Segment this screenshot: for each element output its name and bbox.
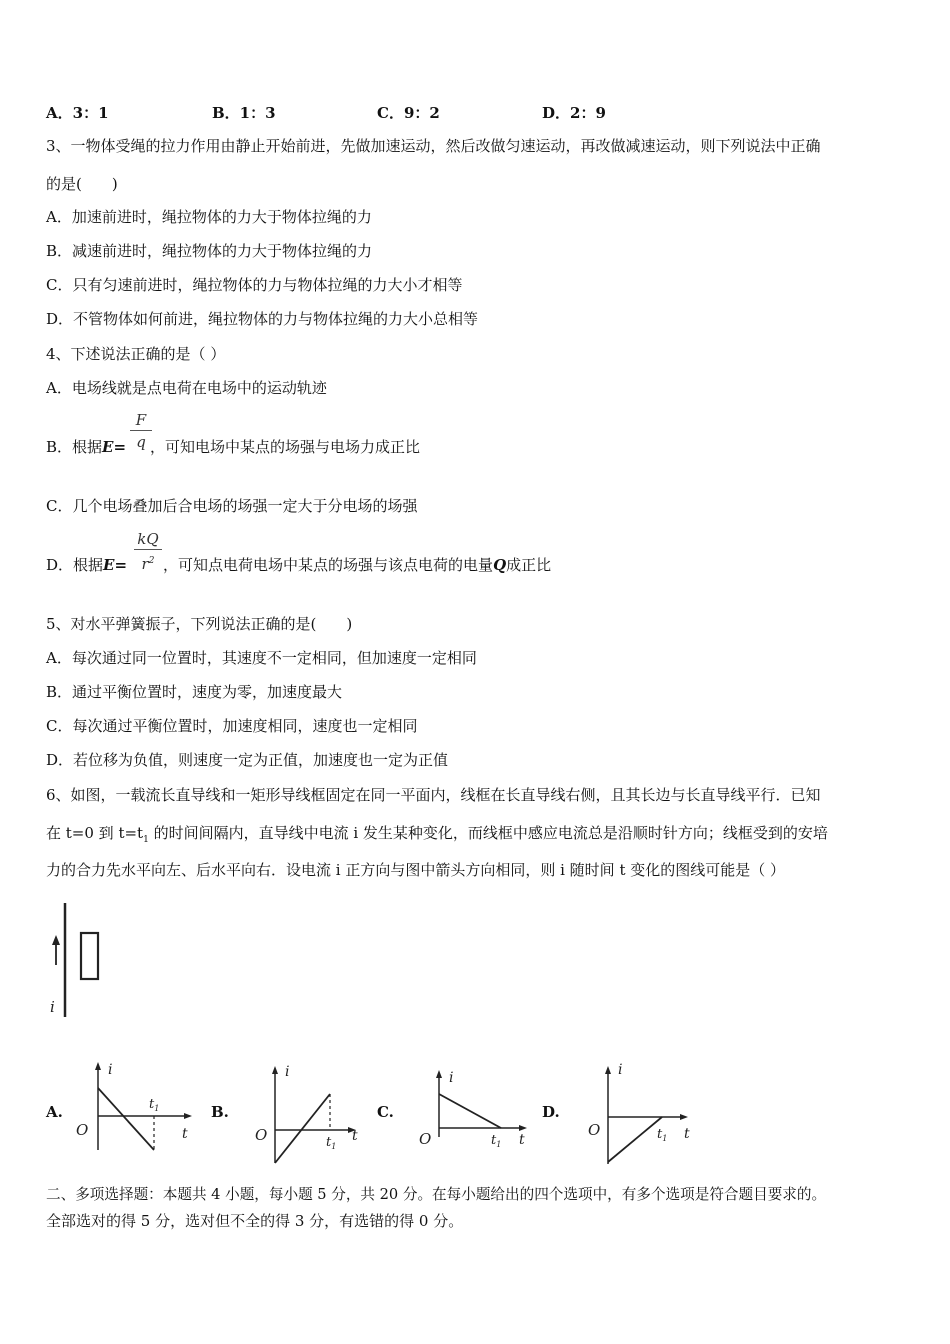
q2-option-b[interactable]: B．1：3 [212, 104, 276, 122]
t1-label: $t_1$ [657, 1127, 668, 1143]
t1-label: $t_1$ [326, 1135, 337, 1151]
q6-line3: 力的合力先水平向左、后水平向右．设电流 i 正方向与图中箭头方向相同，则 i 随时间 t 变化的图线可能是（ ） [46, 861, 786, 879]
q6-line2-b: 的时间间隔内，直导线中电流 i 发生某种变化，而线框中感应电流总是沿顺时针方向；线框受到的安培 [148, 824, 828, 842]
q4-d-var: E [103, 556, 115, 574]
graph-b-line [275, 1094, 330, 1163]
q3-option-c[interactable]: C．只有匀速前进时，绳拉物体的力与物体拉绳的力大小才相等 [46, 276, 463, 294]
q4-option-c[interactable]: C．几个电场叠加后合电场的场强一定大于分电场的场强 [46, 497, 418, 515]
fraction-denominator [134, 549, 162, 575]
graph-c[interactable] [413, 1062, 543, 1162]
fraction-denominator: q [130, 430, 152, 453]
q4-b-fraction [130, 410, 152, 453]
x-axis-arrow [184, 1113, 192, 1119]
q5-stem: 5、对水平弹簧振子，下列说法正确的是( ) [46, 615, 353, 633]
axis-t-label: t [684, 1126, 690, 1142]
fraction-numerator: kQ [137, 530, 159, 548]
fraction-denominator-base: r [141, 555, 149, 573]
q5-option-c[interactable]: C．每次通过平衡位置时，加速度相同，速度也一定相同 [46, 717, 418, 735]
q2-option-c[interactable]: C．9：2 [377, 104, 440, 122]
y-axis-arrow [436, 1070, 442, 1078]
y-axis-arrow [272, 1066, 278, 1074]
q6-line2-a: 在 t=0 到 t=t [46, 824, 144, 842]
q4-option-b[interactable] [46, 437, 420, 457]
q3-option-d[interactable]: D．不管物体如何前进，绳拉物体的力与物体拉绳的力大小总相等 [46, 310, 479, 328]
q4-option-a[interactable]: A．电场线就是点电荷在电场中的运动轨迹 [46, 379, 327, 397]
q3-option-b[interactable]: B．减速前进时，绳拉物体的力大于物体拉绳的力 [46, 242, 373, 260]
q2-option-d[interactable]: D．2：9 [542, 104, 606, 122]
q5-option-d[interactable]: D．若位移为负值，则速度一定为正值，加速度也一定为正值 [46, 751, 449, 769]
t1-label: $t_1$ [149, 1097, 160, 1113]
axis-i-label: i [449, 1070, 454, 1086]
graph-d-line [608, 1117, 662, 1162]
q4-d-suffix-var: Q [493, 556, 507, 574]
q2-option-a[interactable]: A．3：1 [46, 104, 109, 122]
graph-c-letter[interactable]: C. [377, 1103, 394, 1121]
section2-line2: 全部选对的得 5 分，选对但不全的得 3 分，有选错的得 0 分。 [46, 1212, 464, 1230]
q3-stem-line2: 的是( ) [46, 175, 118, 193]
axis-i-label: i [618, 1062, 623, 1078]
graph-a[interactable] [70, 1058, 200, 1158]
figure-current-label: i [50, 998, 55, 1016]
q4-d-prefix: D．根据 [46, 556, 104, 574]
q3-stem-line1: 3、一物体受绳的拉力作用由静止开始前进，先做加速运动，然后改做匀速运动，再改做减速运动，则下列说法中正确 [46, 137, 821, 155]
graph-b-letter[interactable]: B. [211, 1103, 229, 1121]
x-axis-arrow [519, 1125, 527, 1131]
y-axis-arrow [95, 1062, 101, 1070]
q4-b-prefix: B．根据 [46, 438, 103, 456]
t1-label: $t_1$ [491, 1133, 502, 1149]
q4-b-eq: = [113, 438, 127, 456]
y-axis-arrow [605, 1066, 611, 1074]
q4-stem: 4、下述说法正确的是（ ） [46, 345, 226, 363]
q4-d-suffix-1: ，可知点电荷电场中某点的场强与该点电荷的电量 [163, 556, 494, 574]
q3-option-a[interactable]: A．加速前进时，绳拉物体的力大于物体拉绳的力 [46, 208, 372, 226]
rectangular-loop [81, 933, 98, 979]
q6-wire-loop-figure [40, 895, 120, 1020]
axis-t-label: t [352, 1128, 358, 1144]
q5-option-a[interactable]: A．每次通过同一位置时，其速度不一定相同，但加速度一定相同 [46, 649, 477, 667]
graph-b[interactable] [248, 1058, 378, 1168]
axis-t-label: t [182, 1126, 188, 1142]
fraction-denominator-exp: 2 [148, 556, 155, 566]
origin-label: O [588, 1121, 601, 1139]
q6-line2-sub: 1 [143, 835, 149, 845]
axis-t-label: t [519, 1132, 525, 1148]
section2-line1: 二、多项选择题：本题共 4 小题，每小题 5 分，共 20 分。在每小题给出的四个选项中，有多个选项是符合题目要求的。 [46, 1186, 827, 1203]
q4-option-d[interactable] [46, 555, 551, 575]
q5-option-b[interactable]: B．通过平衡位置时，速度为零，加速度最大 [46, 683, 343, 701]
q4-b-suffix: ，可知电场中某点的场强与电场力成正比 [150, 438, 421, 456]
axis-i-label: i [285, 1064, 290, 1080]
q4-d-eq: = [114, 556, 128, 574]
origin-label: O [76, 1121, 89, 1139]
graph-a-line [98, 1088, 154, 1150]
graph-c-line [439, 1094, 501, 1128]
graph-d-letter[interactable]: D. [542, 1103, 560, 1121]
q4-b-var: E [102, 438, 114, 456]
graph-a-letter[interactable]: A. [46, 1103, 63, 1121]
q4-d-fraction [134, 529, 162, 575]
origin-label: O [419, 1130, 432, 1148]
q6-line1: 6、如图，一载流长直导线和一矩形导线框固定在同一平面内，线框在长直导线右侧，且其长边与长直导线平行．已知 [46, 786, 821, 804]
graph-d[interactable] [582, 1058, 712, 1168]
current-arrow-head [52, 935, 60, 945]
fraction-numerator: F [135, 411, 147, 429]
x-axis-arrow [680, 1114, 688, 1120]
q6-line2 [46, 823, 828, 850]
axis-i-label: i [108, 1062, 113, 1078]
q4-d-suffix-2: 成正比 [506, 556, 552, 574]
origin-label: O [255, 1126, 268, 1144]
